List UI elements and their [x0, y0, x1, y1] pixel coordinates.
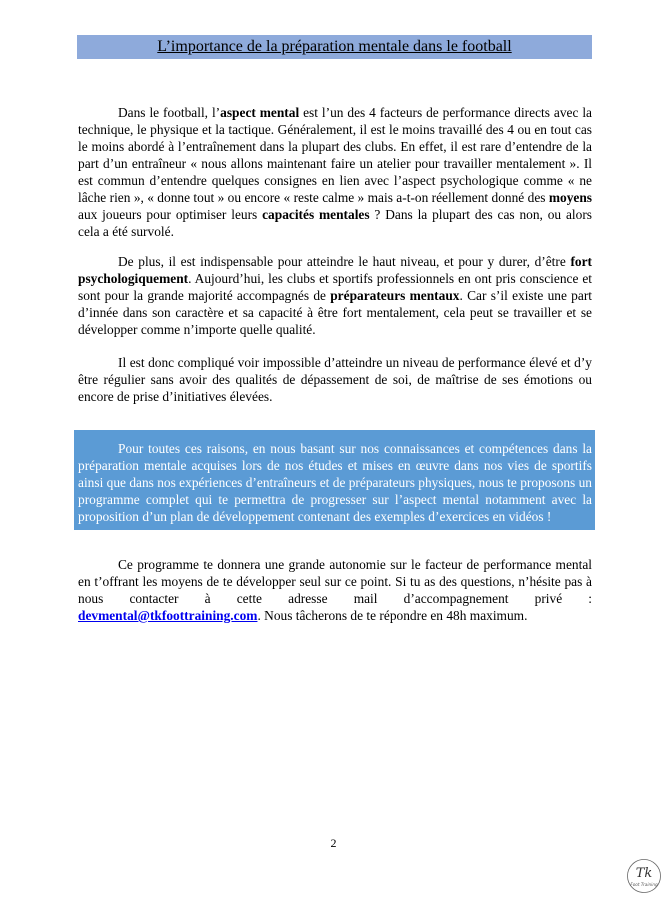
p2-bold-1: fort psychologiquement	[78, 254, 592, 286]
p1-text-4: ? Dans la plupart des cas non, ou alors cela a été survolé.	[78, 207, 592, 239]
title-bar	[77, 35, 592, 59]
page-number: 2	[330, 836, 337, 850]
p1-text-2: est l’un des 4 facteurs de performance directs avec la technique, le physique et la tactique. Généralement, il est le moins travaillé des 4 ou en tout cas le moins abordé à l’entraînement dans la plupart des clubs. En effet, il est rare d’entendre de la part d’un entraîneur « nous allons maintenant faire un atelier pour travailler mentalement ». Il est commun d’entendre quelques consignes en lien avec l’aspect psychologique comme « ne lâche rien », « donne tout » ou encore « reste calme » mais a-t-on réellement donné des	[78, 105, 592, 205]
p1-bold-2: moyens	[548, 190, 592, 205]
p5-text-2: . Nous tâcherons de te répondre en 48h maximum.	[257, 608, 528, 623]
p3-text-1: Il est donc compliqué voir impossible d’atteindre un niveau de performance élevé et d’y être régulier sans avoir des qualités de dépassement de soi, de maîtrise de ses émotions ou encore de prise d’initiatives élevées.	[78, 355, 592, 404]
p2-text-1: De plus, il est indispensable pour atteindre le haut niveau, et pour y durer, d’être	[118, 254, 571, 269]
logo-caption: Foot Training	[630, 882, 658, 887]
logo-monogram: Tk	[635, 866, 653, 881]
p2-text-3: . Car s’il existe une part d’innée dans son caractère et sa capacité à être fort mentalement, cela peut se travailler et se développer comme n’importe quelle qualité.	[78, 288, 592, 337]
paragraph-1	[78, 104, 592, 240]
paragraph-3	[78, 354, 592, 405]
p1-text-3: aux joueurs pour optimiser leurs	[78, 207, 263, 222]
paragraph-2	[78, 253, 592, 338]
paragraph-4-highlighted	[78, 440, 592, 525]
p2-text-2: . Aujourd’hui, les clubs et sportifs professionnels en ont pris conscience et sont pour la grande majorité accompagnés de	[78, 271, 592, 303]
email-link[interactable]: devmental@tkfoottraining.com	[78, 608, 258, 623]
p1-text-1: Dans le football, l’	[118, 105, 221, 120]
p4-text-1: Pour toutes ces raisons, en nous basant sur nos connaissances et compétences dans la préparation mentale acquises lors de nos études et mises en œuvre dans nos vies de sportifs ainsi que dans nos expériences d’entraîneurs et de préparateurs physiques, nous te proposons un programme complet qui te permettra de progresser sur l’aspect mental notamment avec la proposition d’un plan de développement contenant des exemples d’exercices en vidéos !	[78, 441, 592, 524]
p2-bold-2: préparateurs mentaux	[330, 288, 460, 303]
page-title: L’importance de la préparation mentale dans le football	[157, 38, 512, 55]
paragraph-5	[78, 556, 592, 624]
p1-bold-1: aspect mental	[220, 105, 300, 120]
p1-bold-3: capacités mentales	[262, 207, 370, 222]
tk-foot-training-logo-icon	[626, 858, 662, 894]
p5-text-1: Ce programme te donnera une grande autonomie sur le facteur de performance mental en t’offrant les moyens de te développer seul sur ce point. Si tu as des questions, n’hésite pas à nous contacter à cette adresse mail d’accompagnement privé :	[78, 557, 592, 606]
